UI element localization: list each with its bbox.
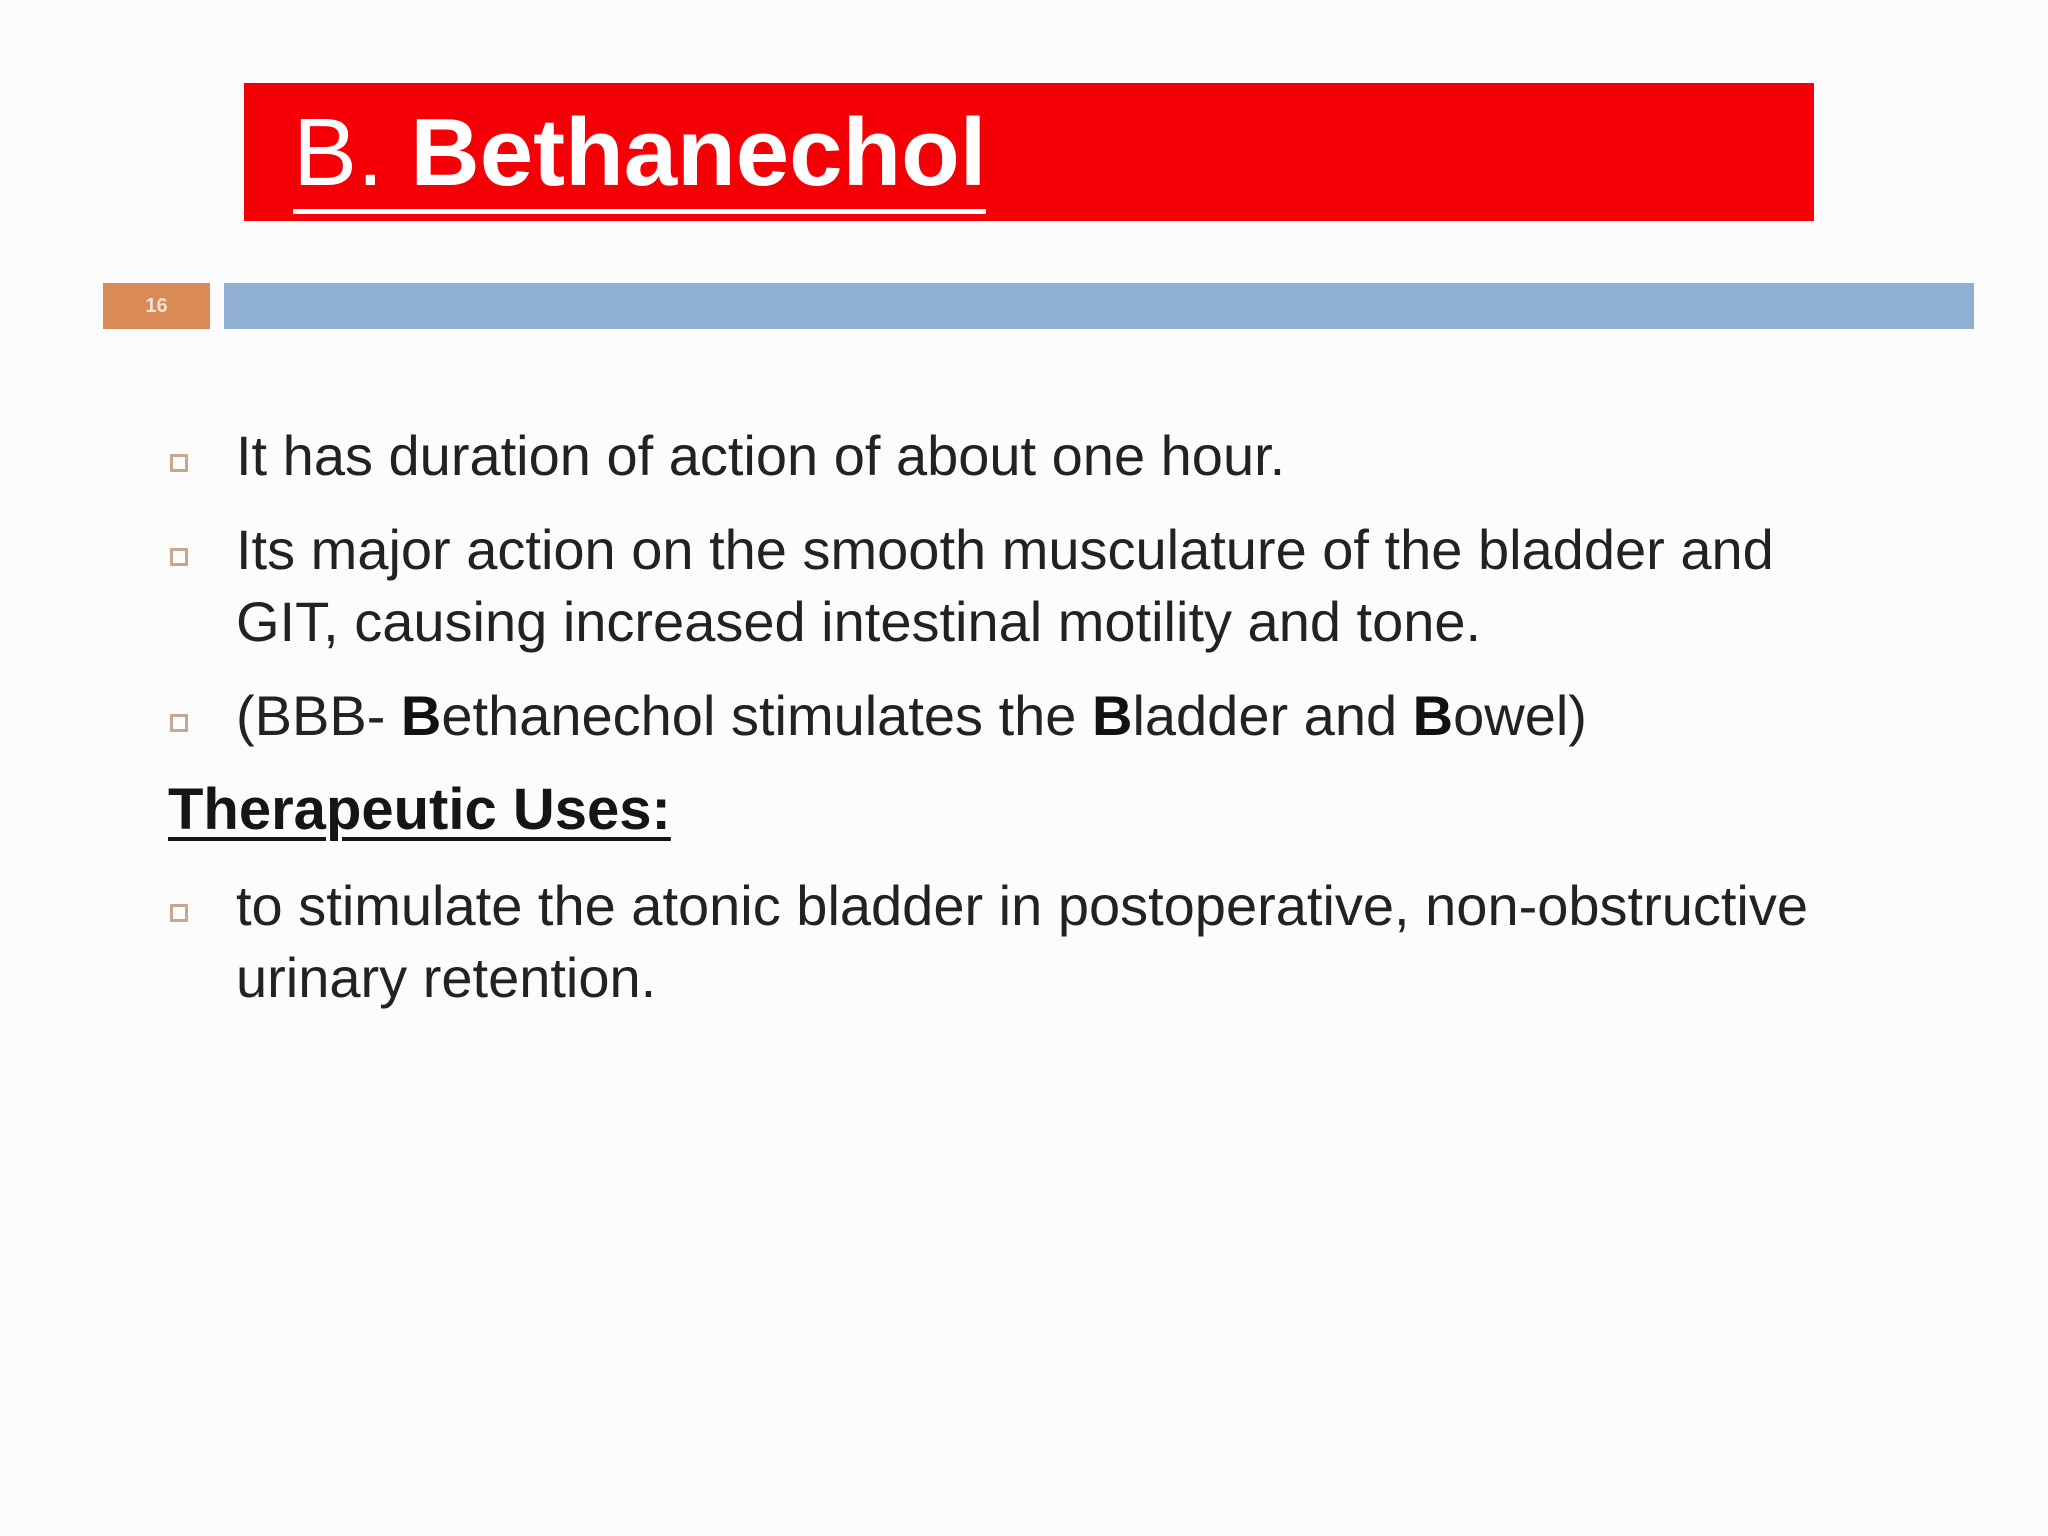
- bullet-text-segment: ladder and: [1132, 684, 1413, 747]
- section-heading: Therapeutic Uses:: [168, 777, 671, 842]
- square-bullet-icon: [170, 714, 188, 732]
- bullet-item: [168, 680, 1868, 752]
- bullet-item: [168, 420, 1868, 492]
- bullet-text-segment: (BBB-: [236, 684, 401, 747]
- page-number: 16: [103, 283, 210, 329]
- bullet-text: Its major action on the smooth musculature of the bladder and GIT, causing increased intestinal motility and tone.: [236, 518, 1774, 653]
- title-prefix: B.: [293, 99, 384, 206]
- divider-bar: [224, 283, 1974, 329]
- bullet-item: [168, 514, 1868, 658]
- square-bullet-icon: [170, 904, 188, 922]
- square-bullet-icon: [170, 548, 188, 566]
- bullet-text: to stimulate the atonic bladder in postoperative, non-obstructive urinary retention.: [236, 874, 1809, 1009]
- bullet-text-segment: owel): [1453, 684, 1587, 747]
- bullet-text-segment: ethanechol stimulates the: [441, 684, 1092, 747]
- slide-title: [293, 99, 987, 214]
- bullet-item: [168, 870, 1868, 1014]
- slide-content: [168, 420, 1868, 1036]
- square-bullet-icon: [170, 454, 188, 472]
- bullet-text-bold: B: [1412, 684, 1454, 747]
- bullet-text-bold: B: [400, 684, 442, 747]
- title-bar: [244, 83, 1814, 221]
- title-main: Bethanechol: [410, 99, 987, 206]
- bullet-text: It has duration of action of about one hour.: [236, 424, 1286, 487]
- bullet-text-bold: B: [1092, 684, 1133, 747]
